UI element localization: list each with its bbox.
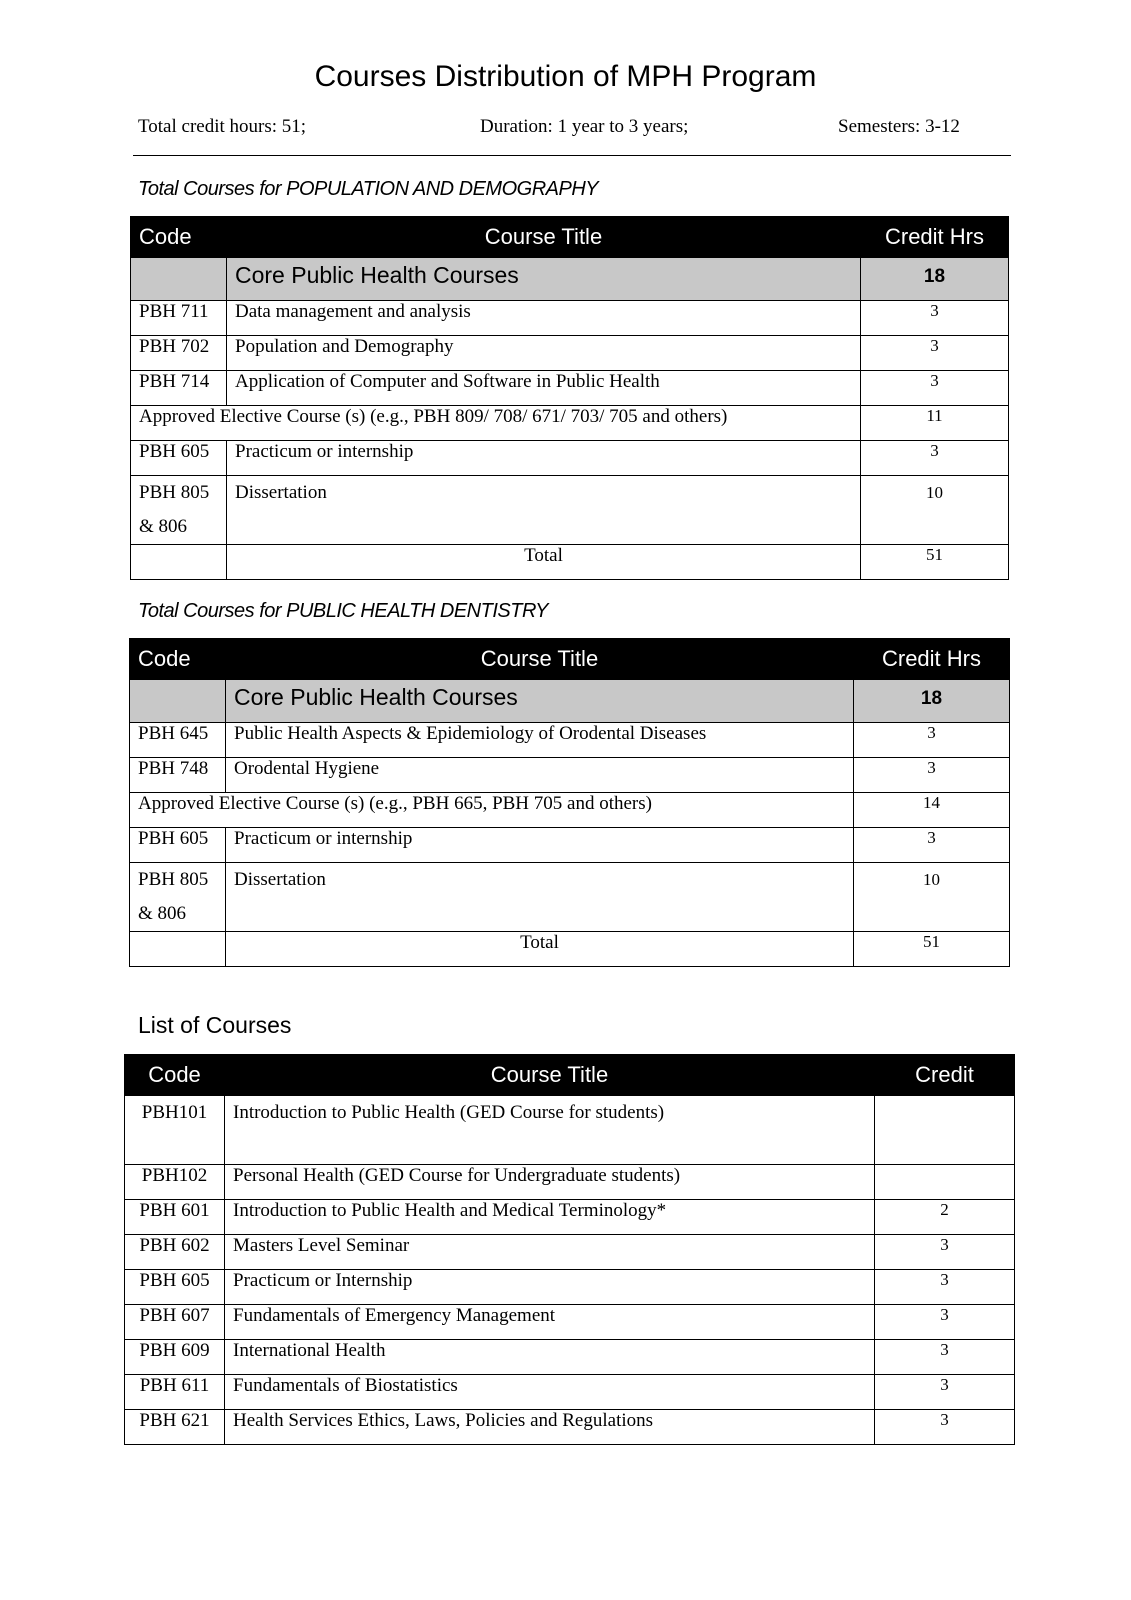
total-row [131, 545, 1009, 580]
table-row [131, 476, 1009, 545]
program-summary [138, 116, 988, 144]
course-code: PBH 605 [125, 1270, 225, 1305]
table-row [131, 336, 1009, 371]
course-title: Dissertation [227, 476, 861, 545]
section-heading-population [138, 178, 598, 201]
column-header-credit: Credit [875, 1055, 1015, 1096]
column-header-title: Course Title [227, 217, 861, 258]
course-credit: 3 [854, 828, 1010, 863]
course-code: PBH 605 [131, 441, 227, 476]
course-title: International Health [225, 1340, 875, 1375]
table-row [130, 793, 1010, 828]
total-credit: 51 [854, 932, 1010, 967]
course-credit: 3 [875, 1305, 1015, 1340]
course-code-line: & 806 [139, 516, 188, 537]
table-row [125, 1200, 1015, 1235]
course-credit: 3 [854, 758, 1010, 793]
course-title: Health Services Ethics, Laws, Policies and Regulations [225, 1410, 875, 1445]
total-credit: 51 [861, 545, 1009, 580]
total-code-cell [130, 932, 226, 967]
course-title: Introduction to Public Health and Medical Terminology* [225, 1200, 875, 1235]
course-title: Personal Health (GED Course for Undergraduate students) [225, 1165, 875, 1200]
core-courses-label: Core Public Health Courses [227, 258, 861, 301]
course-title: Data management and analysis [227, 301, 861, 336]
course-code [130, 863, 226, 932]
total-label: Total [227, 545, 861, 580]
total-label: Total [226, 932, 854, 967]
course-title: Application of Computer and Software in Public Health [227, 371, 861, 406]
course-title: Population and Demography [227, 336, 861, 371]
total-credit-hours: Total credit hours: 51; [138, 116, 307, 137]
course-code: PBH 711 [131, 301, 227, 336]
course-credit: 10 [854, 863, 1010, 932]
table-row [130, 723, 1010, 758]
core-courses-label: Core Public Health Courses [226, 680, 854, 723]
course-code: PBH 611 [125, 1375, 225, 1410]
section-heading-subject: PUBLIC HEALTH DENTISTRY [286, 600, 548, 622]
course-code-line: PBH 805 [138, 869, 209, 890]
course-title: Fundamentals of Biostatistics [225, 1375, 875, 1410]
table-row [125, 1235, 1015, 1270]
course-credit: 3 [861, 371, 1009, 406]
table-row [125, 1410, 1015, 1445]
column-header-credit: Credit Hrs [861, 217, 1009, 258]
list-of-courses-heading: List of Courses [138, 1012, 292, 1038]
column-header-code: Code [131, 217, 227, 258]
section-heading-prefix: Total Courses for [138, 600, 287, 622]
table-row [125, 1270, 1015, 1305]
course-list-table [124, 1054, 1015, 1445]
column-header-title: Course Title [226, 639, 854, 680]
table-row [130, 758, 1010, 793]
course-code: PBH 702 [131, 336, 227, 371]
elective-credit: 11 [861, 406, 1009, 441]
page-title: Courses Distribution of MPH Program [314, 60, 817, 93]
course-code: PBH 748 [130, 758, 226, 793]
course-credit [875, 1096, 1015, 1165]
course-code: PBH 605 [130, 828, 226, 863]
course-credit: 3 [875, 1340, 1015, 1375]
course-credit: 3 [875, 1375, 1015, 1410]
table-row [125, 1375, 1015, 1410]
course-code: PBH101 [125, 1096, 225, 1165]
course-code: PBH 601 [125, 1200, 225, 1235]
course-credit: 3 [854, 723, 1010, 758]
core-courses-credit: 18 [854, 680, 1010, 723]
column-header-title: Course Title [225, 1055, 875, 1096]
course-title [225, 1096, 875, 1165]
course-title: Practicum or Internship [225, 1270, 875, 1305]
course-title: Masters Level Seminar [225, 1235, 875, 1270]
course-title: Dissertation [226, 863, 854, 932]
section-heading-subject: POPULATION AND DEMOGRAPHY [286, 178, 599, 200]
table-row [125, 1096, 1015, 1165]
semester-range: Semesters: 3-12 [838, 116, 960, 137]
course-code [131, 476, 227, 545]
column-header-credit: Credit Hrs [854, 639, 1010, 680]
core-code-cell [131, 258, 227, 301]
column-header-code: Code [125, 1055, 225, 1096]
course-credit: 3 [861, 441, 1009, 476]
section-heading-dentistry [138, 600, 548, 623]
table-row [131, 301, 1009, 336]
course-credit: 3 [861, 336, 1009, 371]
course-credit: 3 [875, 1235, 1015, 1270]
population-demography-table [130, 216, 1009, 580]
course-credit: 3 [875, 1410, 1015, 1445]
course-title: Fundamentals of Emergency Management [225, 1305, 875, 1340]
course-code: PBH 609 [125, 1340, 225, 1375]
public-health-dentistry-table [129, 638, 1010, 967]
header-divider [133, 155, 1011, 156]
table-row [131, 441, 1009, 476]
course-title: Orodental Hygiene [226, 758, 854, 793]
course-credit: 10 [861, 476, 1009, 545]
course-title: Practicum or internship [226, 828, 854, 863]
course-code: PBH 714 [131, 371, 227, 406]
course-title: Public Health Aspects & Epidemiology of Orodental Diseases [226, 723, 854, 758]
course-code: PBH102 [125, 1165, 225, 1200]
program-duration: Duration: 1 year to 3 years; [480, 116, 689, 137]
course-credit: 3 [861, 301, 1009, 336]
course-code: PBH 607 [125, 1305, 225, 1340]
course-code: PBH 621 [125, 1410, 225, 1445]
table-row [130, 828, 1010, 863]
course-code: PBH 645 [130, 723, 226, 758]
table-row [125, 1305, 1015, 1340]
course-title-text: Introduction to Public Health (GED Course for students) [233, 1102, 665, 1123]
course-code: PBH 602 [125, 1235, 225, 1270]
table-row [131, 406, 1009, 441]
course-credit: 3 [875, 1270, 1015, 1305]
core-courses-credit: 18 [861, 258, 1009, 301]
course-title: Practicum or internship [227, 441, 861, 476]
core-code-cell [130, 680, 226, 723]
table-row [130, 863, 1010, 932]
section-heading-prefix: Total Courses for [138, 178, 287, 200]
table-row [125, 1340, 1015, 1375]
table-row [125, 1165, 1015, 1200]
course-code-line: & 806 [138, 903, 187, 924]
column-header-code: Code [130, 639, 226, 680]
course-credit [875, 1165, 1015, 1200]
elective-courses: Approved Elective Course (s) (e.g., PBH 665, PBH 705 and others) [130, 793, 854, 828]
total-code-cell [131, 545, 227, 580]
elective-credit: 14 [854, 793, 1010, 828]
total-row [130, 932, 1010, 967]
course-credit: 2 [875, 1200, 1015, 1235]
elective-courses: Approved Elective Course (s) (e.g., PBH 809/ 708/ 671/ 703/ 705 and others) [131, 406, 861, 441]
table-row [131, 371, 1009, 406]
course-code-line: PBH 805 [139, 482, 210, 503]
